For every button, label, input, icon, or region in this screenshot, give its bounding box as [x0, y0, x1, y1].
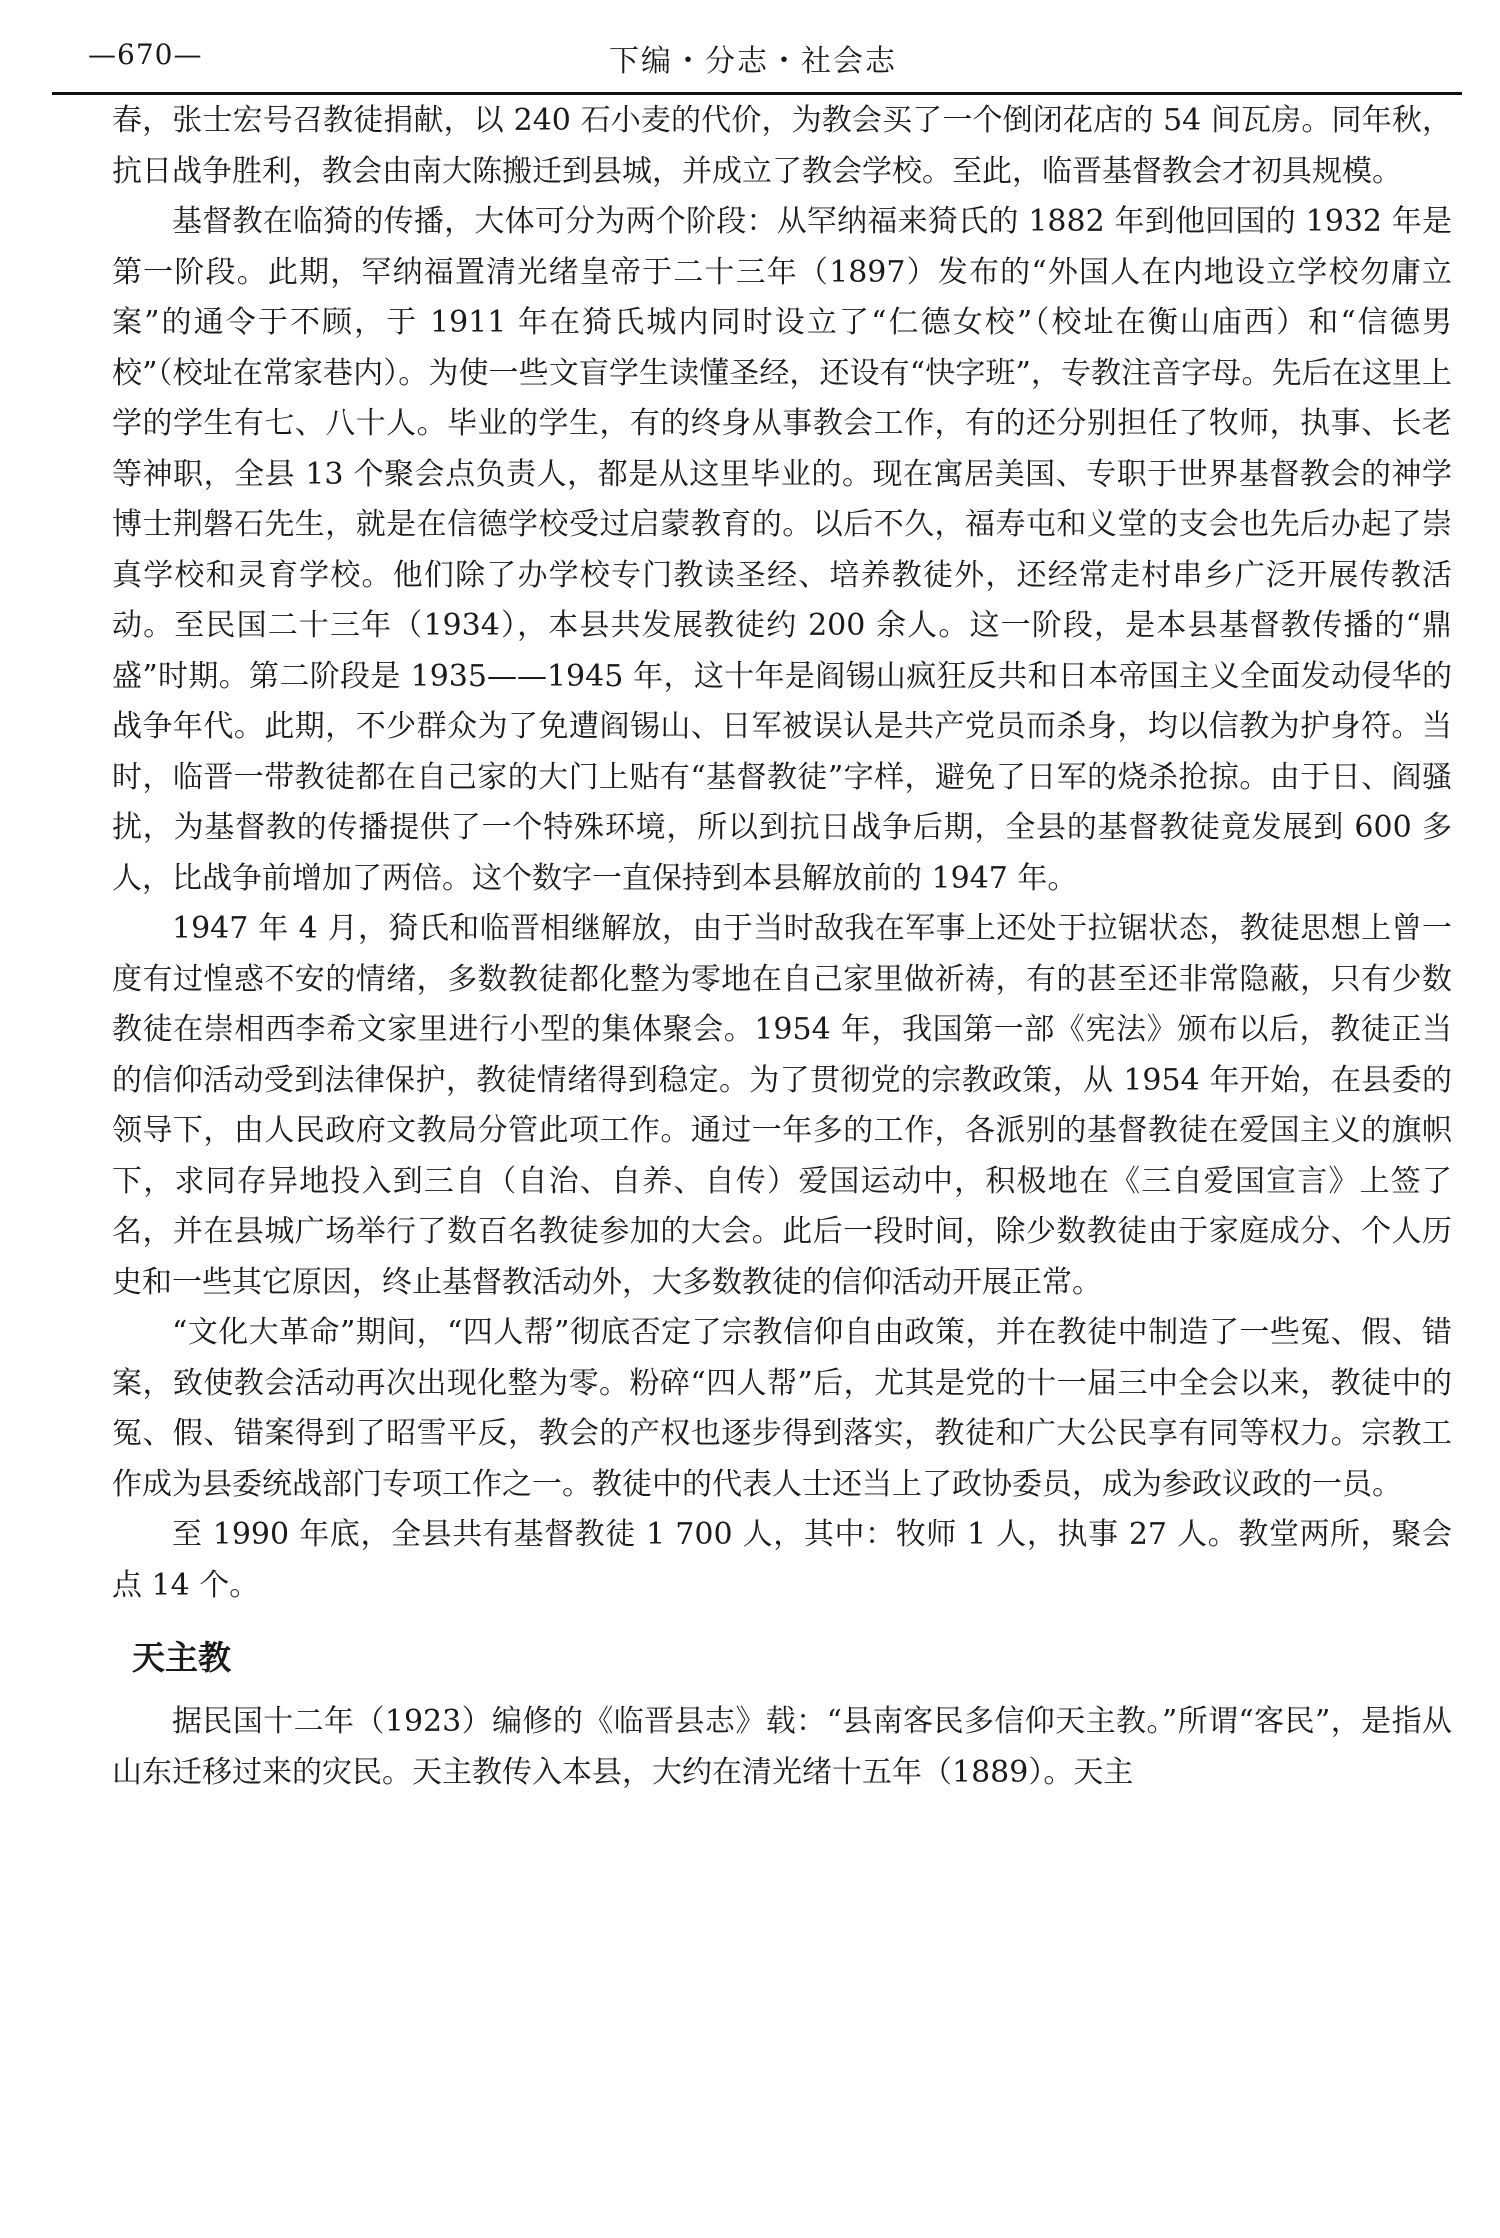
section-paragraph: 据民国十二年（1923）编修的《临晋县志》载：“县南客民多信仰天主教。”所谓“客民”，是指从山东迁移过来的灾民。天主教传入本县，大约在清光绪十五年（1889）。天主: [112, 1704, 1452, 1790]
paragraph-continued: 春，张士宏号召教徒捐献，以 240 石小麦的代价，为教会买了一个倒闭花店的 54 间瓦房。同年秋，抗日战争胜利，教会由南大陈搬迁到县城，并成立了教会学校。至此，临晋基督教会才初具规模。: [112, 103, 1452, 189]
running-header: [48, 28, 1458, 88]
paragraph: “文化大革命”期间，“四人帮”彻底否定了宗教信仰自由政策，并在教徒中制造了一些冤、假、错案，致使教会活动再次出现化整为零。粉碎“四人帮”后，尤其是党的十一届三中全会以来，教徒中的冤、假、错案得到了昭雪平反，教会的产权也逐步得到落实，教徒和广大公民享有同等权力。宗教工作成为县委统战部门专项工作之一。教徒中的代表人士还当上了政协委员，成为参政议政的一员。: [112, 1315, 1452, 1502]
page-number: —670—: [88, 38, 203, 71]
paragraph: 1947 年 4 月，猗氏和临晋相继解放，由于当时敌我在军事上还处于拉锯状态，教徒思想上曾一度有过惶惑不安的情绪，多数教徒都化整为零地在自己家里做祈祷，有的甚至还非常隐蔽，只有少数教徒在崇相西李希文家里进行小型的集体聚会。1954 年，我国第一部《宪法》颁布以后，教徒正当的信仰活动受到法律保护，教徒情绪得到稳定。为了贯彻党的宗教政策，从 1954 年开始，在县委的领导下，由人民政府文教局分管此项工作。通过一年多的工作，各派别的基督教徒在爱国主义的旗帜下，求同存异地投入到三自（自治、自养、自传）爱国运动中，积极地在《三自爱国宣言》上签了名，并在县城广场举行了数百名教徒参加的大会。此后一段时间，除少数教徒由于家庭成分、个人历史和一些其它原因，终止基督教活动外，大多数教徒的信仰活动开展正常。: [112, 911, 1452, 1300]
body-text: [112, 96, 1452, 1798]
section-heading: 天主教: [132, 1638, 231, 1677]
running-title: 下编・分志・社会志: [609, 44, 897, 79]
header-rule: [52, 92, 1462, 95]
paragraph: 至 1990 年底，全县共有基督教徒 1 700 人，其中：牧师 1 人，执事 27 人。教堂两所，聚会点 14 个。: [112, 1517, 1452, 1603]
paragraph: 基督教在临猗的传播，大体可分为两个阶段：从罕纳福来猗氏的 1882 年到他回国的 1932 年是第一阶段。此期，罕纳福置清光绪皇帝于二十三年（1897）发布的“外国人在内地设立学校勿庸立案”的通令于不顾，于 1911 年在猗氏城内同时设立了“仁德女校”（校址在衡山庙西）和“信德男校”（校址在常家巷内）。为使一些文盲学生读懂圣经，还设有“快字班”，专教注音字母。先后在这里上学的学生有七、八十人。毕业的学生，有的终身从事教会工作，有的还分别担任了牧师，执事、长老等神职，全县 13 个聚会点负责人，都是从这里毕业的。现在寓居美国、专职于世界基督教会的神学博士荆磐石先生，就是在信德学校受过启蒙教育的。以后不久，福寿屯和义堂的支会也先后办起了崇真学校和灵育学校。他们除了办学校专门教读圣经、培养教徒外，还经常走村串乡广泛开展传教活动。至民国二十三年（1934），本县共发展教徒约 200 余人。这一阶段，是本县基督教传播的“鼎盛”时期。第二阶段是 1935——1945 年，这十年是阎锡山疯狂反共和日本帝国主义全面发动侵华的战争年代。此期，不少群众为了免遭阎锡山、日军被误认是共产党员而杀身，均以信教为护身符。当时，临晋一带教徒都在自己家的大门上贴有“基督教徒”字样，避免了日军的烧杀抢掠。由于日、阎骚扰，为基督教的传播提供了一个特殊环境，所以到抗日战争后期，全县的基督教徒竟发展到 600 多人，比战争前增加了两倍。这个数字一直保持到本县解放前的 1947 年。: [112, 204, 1452, 896]
